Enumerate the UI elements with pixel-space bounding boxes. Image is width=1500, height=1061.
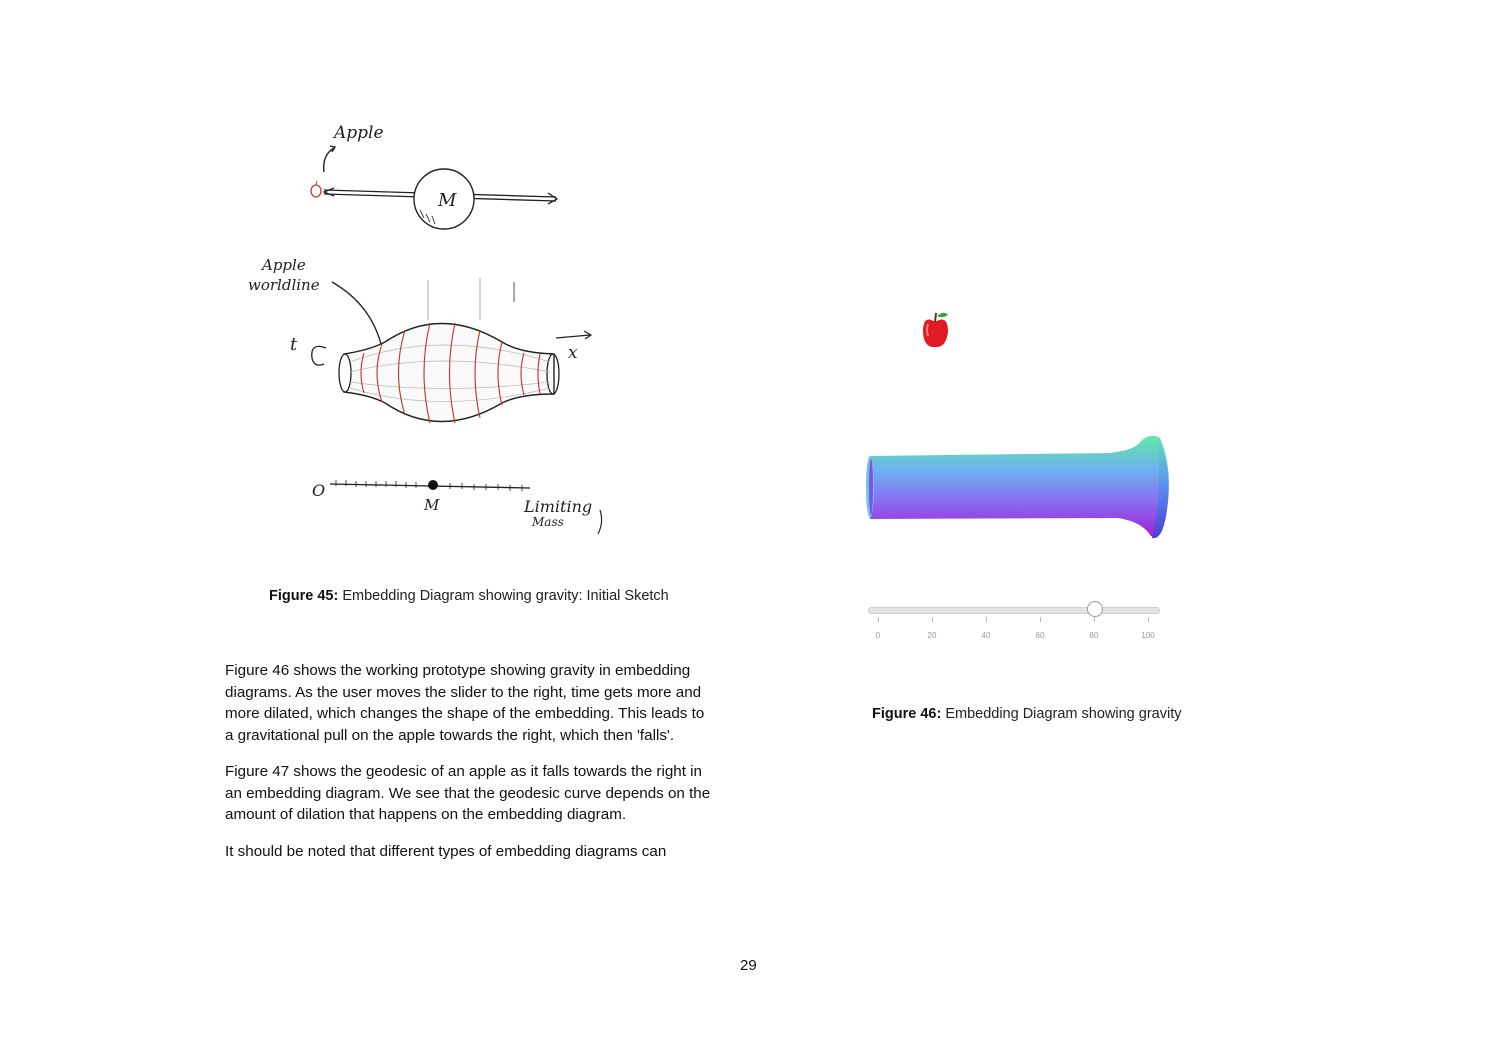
figure-46-caption bbox=[872, 706, 1181, 722]
slider-thumb[interactable] bbox=[1087, 601, 1103, 617]
slider-tick bbox=[1040, 617, 1041, 622]
sketch-label-apple: Apple bbox=[334, 123, 384, 143]
sketch-label-apple-2: Apple bbox=[262, 256, 306, 274]
sketch-label-mass: M bbox=[438, 190, 457, 211]
sketch-label-x: x bbox=[568, 343, 578, 363]
slider-tick bbox=[878, 617, 879, 622]
figure-46-caption-text: Embedding Diagram showing gravity bbox=[941, 706, 1182, 722]
sketch-label-worldline: worldline bbox=[248, 276, 320, 294]
slider-tick bbox=[1094, 617, 1095, 622]
figure-45-caption-label: Figure 45: bbox=[269, 588, 339, 604]
slider-tick-label: 20 bbox=[927, 631, 937, 640]
paragraph: Figure 47 shows the geodesic of an apple as it falls towards the right in an embedding diagram. We see that the geodesic curve depends on the amount of dilation that happens on the embedding diagram. bbox=[225, 763, 711, 823]
apple-sketch-icon bbox=[311, 181, 321, 197]
sketch-drawing bbox=[240, 110, 630, 550]
figure-45-caption bbox=[269, 588, 669, 604]
figure-45-caption-text: Embedding Diagram showing gravity: Initial Sketch bbox=[338, 588, 669, 604]
slider-track[interactable] bbox=[868, 607, 1160, 614]
slider-tick bbox=[932, 617, 933, 622]
page-number: 29 bbox=[740, 957, 757, 974]
figure-45-sketch bbox=[240, 110, 630, 550]
sketch-label-mass-mark: M bbox=[424, 496, 440, 514]
slider-tick bbox=[986, 617, 987, 622]
slider-tick-label: 100 bbox=[1141, 631, 1155, 640]
sketch-label-limiting: Limiting bbox=[524, 497, 593, 516]
sketch-label-limiting-mass: Mass bbox=[532, 515, 564, 529]
slider-tick-label: 80 bbox=[1089, 631, 1099, 640]
dilation-slider[interactable] bbox=[868, 600, 1160, 648]
mass-scale-dot bbox=[428, 480, 438, 490]
slider-tick-label: 40 bbox=[981, 631, 991, 640]
body-text bbox=[225, 660, 715, 877]
figure-46-caption-label: Figure 46: bbox=[872, 706, 942, 722]
worldline-pointer bbox=[332, 282, 382, 348]
sketch-label-t: t bbox=[290, 334, 298, 355]
slider-tick-label: 0 bbox=[875, 631, 881, 640]
slider-tick-label: 60 bbox=[1035, 631, 1045, 640]
apple-icon bbox=[923, 313, 948, 347]
sketch-label-zero: O bbox=[312, 481, 326, 500]
paragraph: Figure 46 shows the working prototype showing gravity in embedding diagrams. As the user moves the slider to the right, time gets more and more dilated, which changes the shape of the embedding. This leads to a gravitational pull on the apple towards the right, which then 'falls'. bbox=[225, 662, 705, 744]
paragraph: It should be noted that different types of embedding diagrams can bbox=[225, 842, 667, 860]
embedding-tube bbox=[870, 436, 1169, 537]
slider-tick bbox=[1148, 617, 1149, 622]
